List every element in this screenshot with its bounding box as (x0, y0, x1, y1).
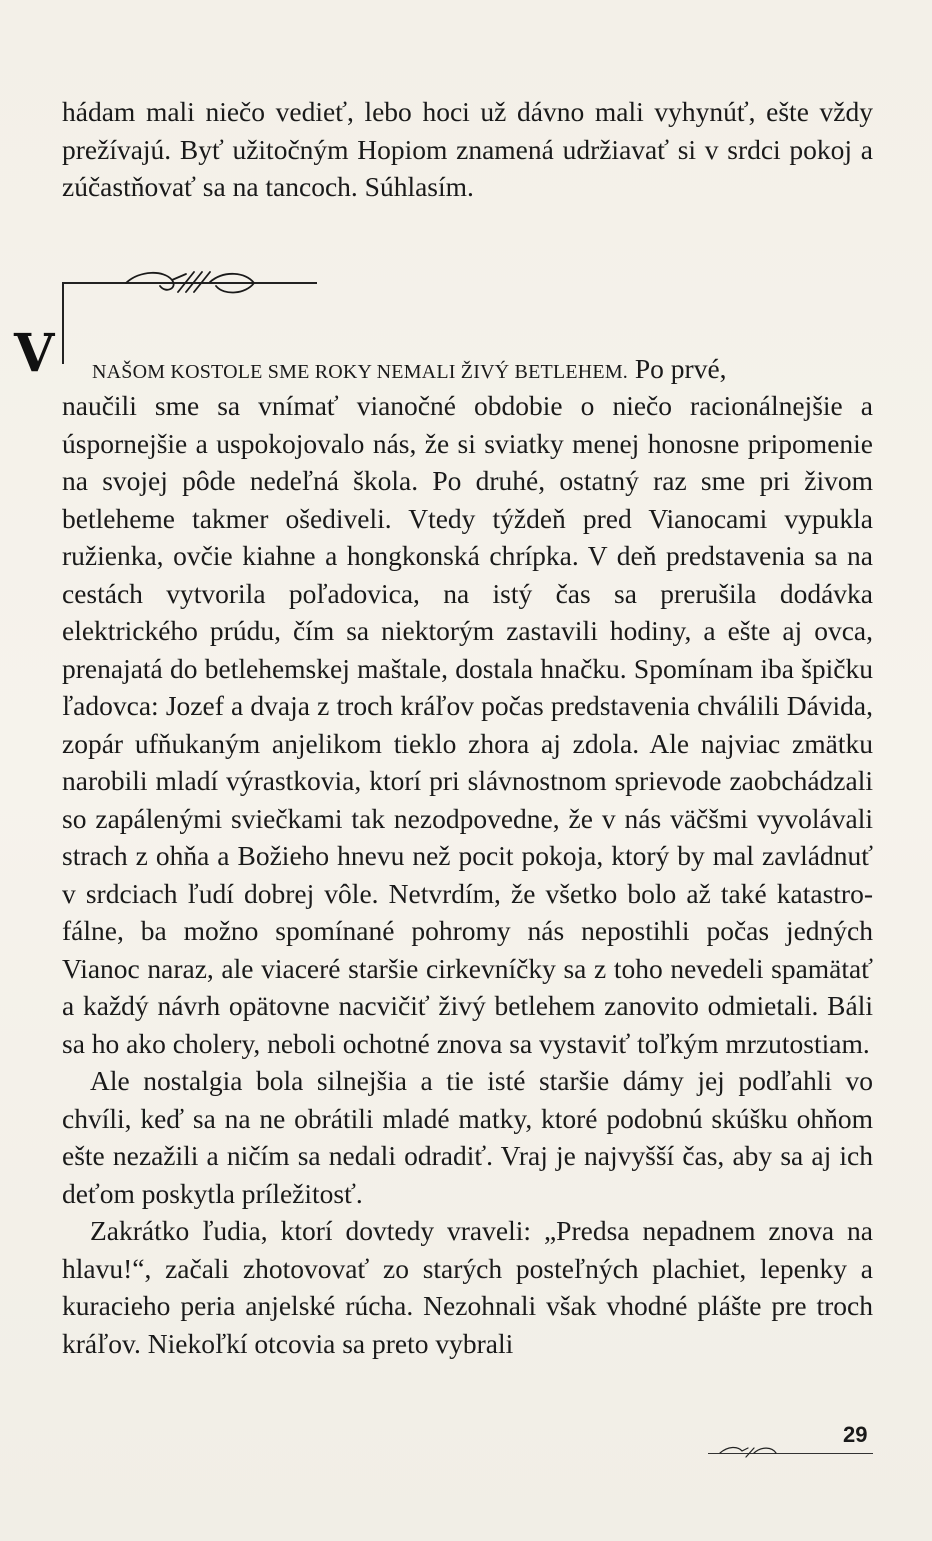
section-lead-smallcaps: NAŠOM KOSTOLE SME ROKY NEMALI ŽIVÝ BETLEHEM. (92, 361, 629, 383)
section-body (62, 387, 873, 1362)
top-paragraph: hádam mali niečo vedieť, lebo hoci už dávno mali vyhynúť, ešte vždy prežívajú. Byť užitočným Hopiom znamená udržiavať si v srdci pokoj a zúčastňovať sa na tancoch. Súhlasím. (62, 96, 873, 202)
small-flourish-icon (718, 1445, 778, 1461)
drop-cap: V (14, 323, 55, 384)
section-paragraph-2: Ale nostalgia bola silnejšia a tie isté staršie dámy jej podľahli vo chvíli, keď sa na ne obrátili mladé matky, ktoré podobnú skúšku ohňom ešte nezažili a ničím sa nedali odradiť. Vraj je najvyšší čas, aby sa aj ich deťom poskytla príležitosť. (62, 1065, 873, 1209)
top-paragraph-block (62, 93, 873, 206)
swash-flourish-icon (120, 268, 260, 298)
section-paragraph-1: naučili sme sa vnímať vianočné obdobie o niečo racionálnejšie a úspornejšie a uspokojovalo nás, že si sviatky menej honosne pripomenie na svojej pôde nedeľná škola. Po druhé, ostatný raz sme pri živom betleheme takmer ošediveli. Vtedy týždeň pred Vianocami vypukla ružienka, ovčie kiahne a hongkonská chrípka. V deň predstavenia sa na cestách vytvorila poľadovica, na istý čas sa prerušila dodávka elektrického prúdu, čím sa niektorým zastavili hodiny, a ešte aj ovca, prenajatá do betlehemskej maštale, dostala hnačku. Spomínam iba špičku ľadovca: Jozef a dvaja z troch kráľov počas predstavenia chválili Dávida, zopár ufňukaným anjelikom tieklo zhora aj zdola. Ale najviac zmätku narobili mladí výrastkovia, ktorí pri slávnostnom sprievode zaobchádzali so zapálenými sviečkami tak nezodpovedne, že v nás väčšmi vyvolávali strach z ohňa a Božieho hnevu než pocit pokoja, ktorý by mal zavládnuť v srdciach ľudí dobrej vôle. Netvrdím, že všetko bolo až také katastrofálne, ba možno spomínané pohromy nás nepostihli počas jedných Vianoc naraz, ale viaceré staršie cirkevníčky sa z toho nevedeli spamätať a každý návrh opätovne nacvičiť živý betlehem zanovito odmietali. Báli sa ho ako cholery, neboli ochotné znova sa vystaviť toľkým mrzutostiam. (62, 390, 873, 1059)
page-number: 29 (843, 1422, 868, 1447)
section-lead-rest: Po prvé, (628, 353, 727, 384)
section-lead-line (62, 350, 873, 392)
section-paragraph-3: Zakrátko ľudia, ktorí dovtedy vraveli: „Predsa nepadnem znova na hlavu!“, začali zhotovovať zo starých posteľných plachiet, lepenky a kuracieho peria anjelské rúcha. Nezohnali však vhodné plášte pre troch kráľov. Niekoľkí otcovia sa preto vybrali (62, 1215, 873, 1359)
